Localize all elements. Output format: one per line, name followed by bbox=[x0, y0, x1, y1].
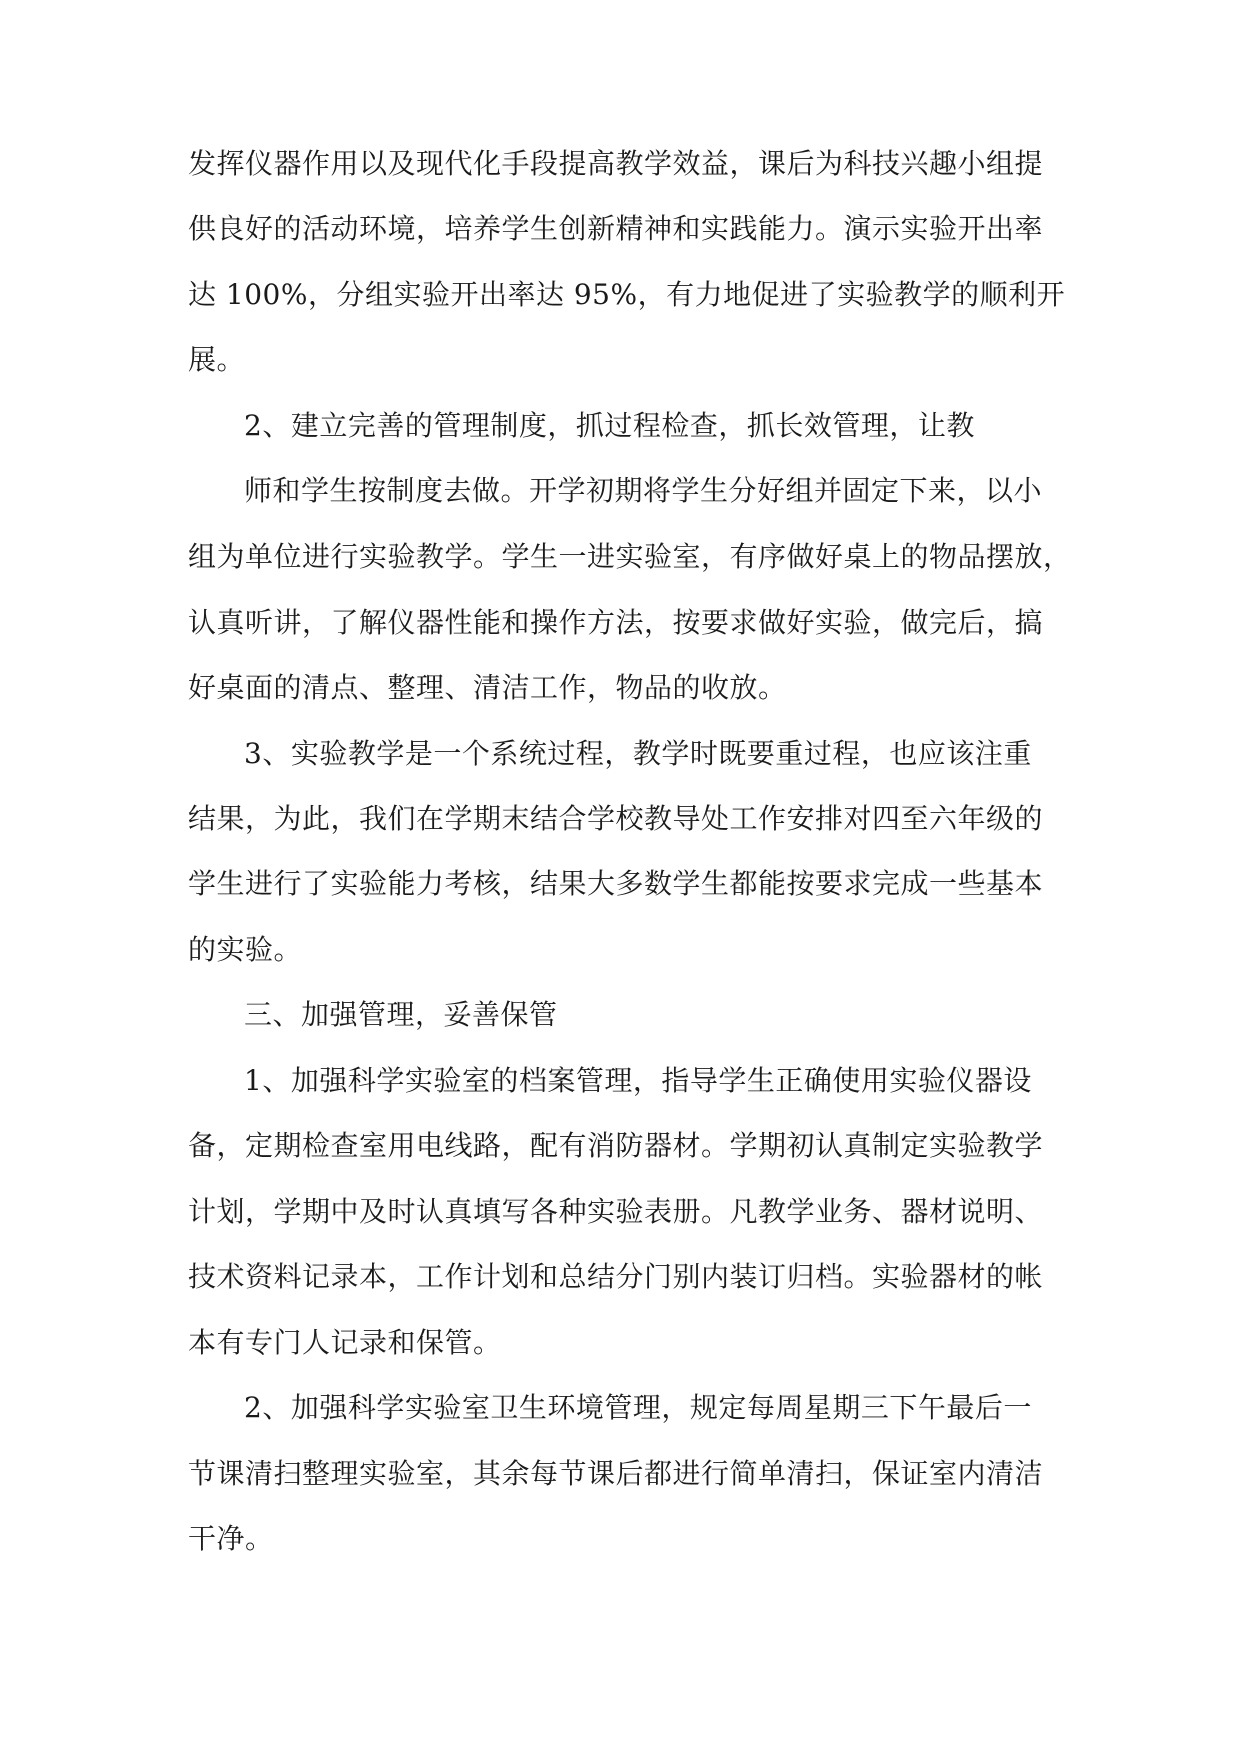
text-line-4: 展。 bbox=[188, 343, 246, 376]
text-line-2: 供良好的活动环境，培养学生创新精神和实践能力。演示实验开出率 bbox=[188, 212, 1044, 245]
text-line-20: 2、加强科学实验室卫生环境管理，规定每周星期三下午最后一 bbox=[244, 1391, 1032, 1424]
text-line-12: 学生进行了实验能力考核，结果大多数学生都能按要求完成一些基本 bbox=[188, 867, 1044, 900]
text-line-15: 1、加强科学实验室的档案管理，指导学生正确使用实验仪器设 bbox=[244, 1064, 1032, 1097]
text-line-5: 2、建立完善的管理制度，抓过程检查，抓长效管理，让教 bbox=[244, 409, 975, 442]
text-line-8: 认真听讲，了解仪器性能和操作方法，按要求做好实验，做完后，搞 bbox=[188, 606, 1044, 639]
text-line-19: 本有专门人记录和保管。 bbox=[188, 1326, 502, 1359]
text-line-21: 节课清扫整理实验室，其余每节课后都进行简单清扫，保证室内清洁 bbox=[188, 1457, 1044, 1490]
text-line-3: 达 100%，分组实验开出率达 95%，有力地促进了实验教学的顺利开 bbox=[188, 278, 1066, 311]
text-line-13: 的实验。 bbox=[188, 933, 303, 966]
text-line-14: 三、加强管理，妥善保管 bbox=[244, 998, 558, 1031]
text-line-7: 组为单位进行实验教学。学生一进实验室，有序做好桌上的物品摆放， bbox=[188, 540, 1072, 573]
text-line-18: 技术资料记录本，工作计划和总结分门别内装订归档。实验器材的帐 bbox=[188, 1260, 1044, 1293]
text-line-16: 备，定期检查室用电线路，配有消防器材。学期初认真制定实验教学 bbox=[188, 1129, 1044, 1162]
text-line-9: 好桌面的清点、整理、清洁工作，物品的收放。 bbox=[188, 671, 787, 704]
text-line-10: 3、实验教学是一个系统过程，教学时既要重过程，也应该注重 bbox=[244, 737, 1032, 770]
text-line-11: 结果，为此，我们在学期末结合学校教导处工作安排对四至六年级的 bbox=[188, 802, 1044, 835]
text-line-1: 发挥仪器作用以及现代化手段提高教学效益，课后为科技兴趣小组提 bbox=[188, 147, 1044, 180]
text-line-22: 干净。 bbox=[188, 1522, 274, 1555]
text-line-6: 师和学生按制度去做。开学初期将学生分好组并固定下来，以小 bbox=[244, 474, 1043, 507]
text-line-17: 计划，学期中及时认真填写各种实验表册。凡教学业务、器材说明、 bbox=[188, 1195, 1044, 1228]
